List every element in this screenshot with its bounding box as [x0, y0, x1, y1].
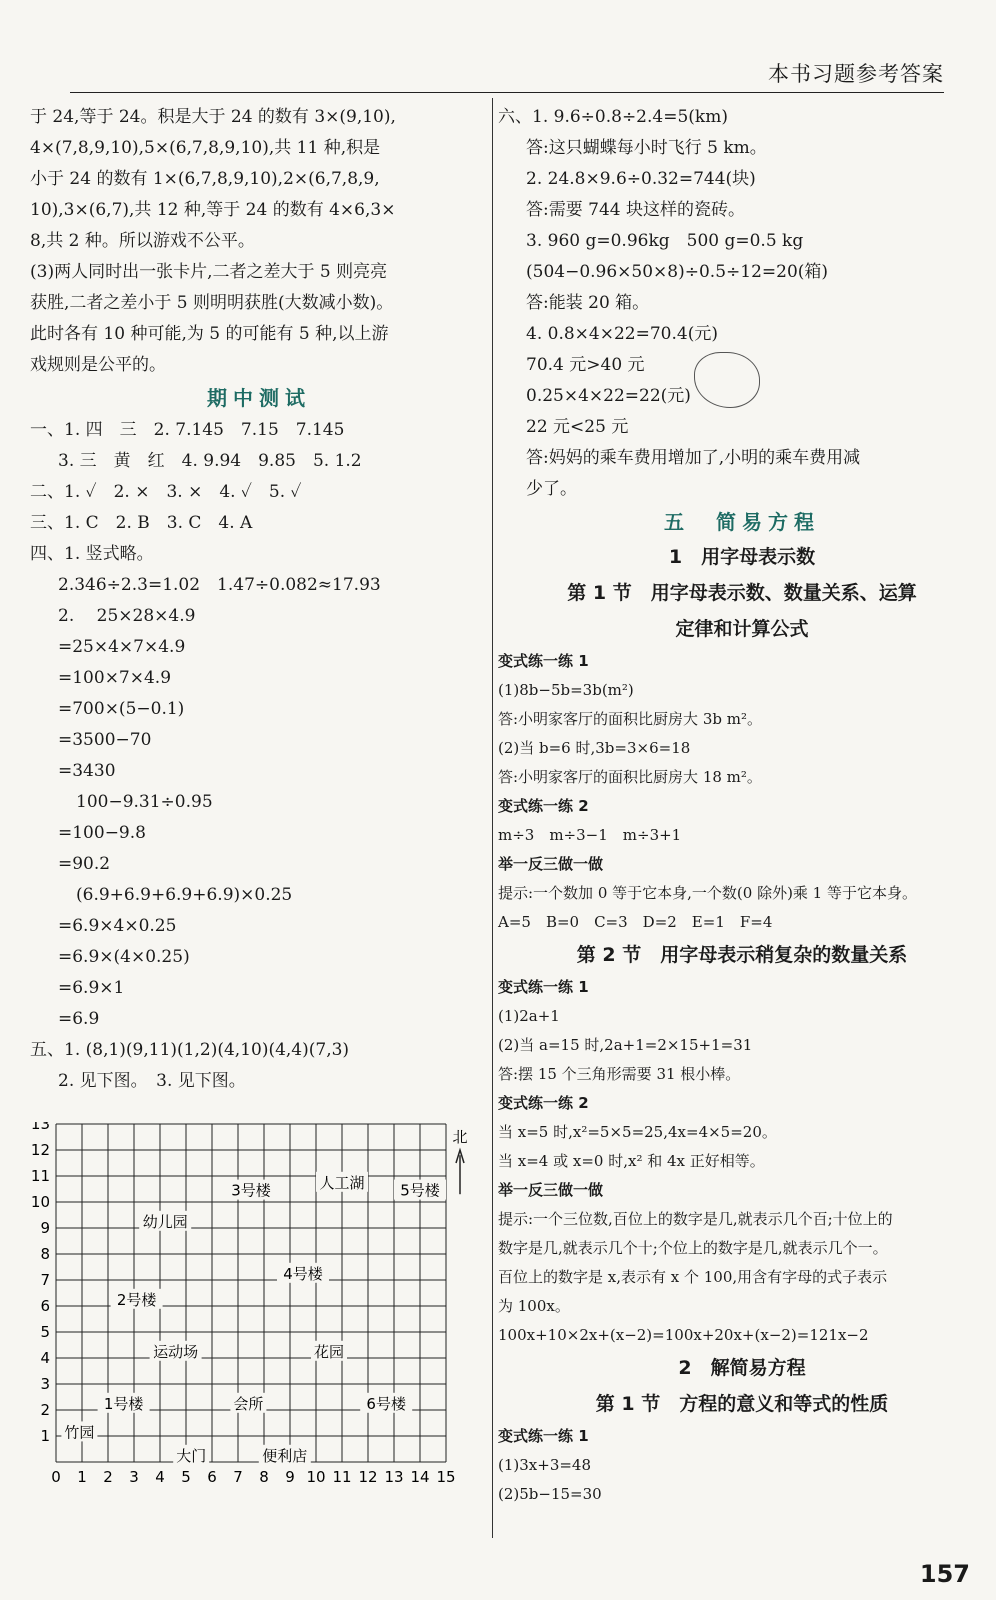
text-line: 4. 0.8×4×22=70.4(元) — [526, 324, 718, 344]
text-line: =3430 — [58, 761, 116, 781]
text-line: 答:这只蝴蝶每小时飞行 5 km。 — [526, 138, 767, 158]
place-label: 大门 — [176, 1446, 207, 1465]
place-label: 6号楼 — [366, 1394, 406, 1413]
text-line: 答:小明家客厅的面积比厨房大 3b m²。 — [498, 710, 762, 728]
text-line: 2. 25×28×4.9 — [58, 606, 196, 626]
place-label: 1号楼 — [103, 1394, 144, 1413]
text-line: =100−9.8 — [58, 823, 146, 843]
text-line: 百位上的数字是 x,表示有 x 个 100,用含有字母的式子表示 — [498, 1268, 888, 1286]
midterm-title: 期中测试 — [207, 386, 311, 410]
text-line: 变式练一练 1 — [498, 1427, 589, 1445]
place-label: 竹园 — [64, 1423, 95, 1442]
text-line: 3. 三 黄 红 4. 9.94 9.85 5. 1.2 — [58, 451, 362, 471]
text-line: 10),3×(6,7),共 12 种,等于 24 的数有 4×6,3× — [30, 200, 396, 220]
text-line: 变式练一练 2 — [498, 797, 589, 815]
place-label: 2号楼 — [116, 1290, 157, 1309]
column-divider — [492, 98, 493, 1538]
x-tick-label: 8 — [259, 1468, 269, 1486]
place-label: 3号楼 — [231, 1181, 271, 1200]
text-line: =700×(5−0.1) — [58, 699, 185, 719]
x-tick-label: 14 — [410, 1468, 430, 1486]
text-line: 六、1. 9.6÷0.8÷2.4=5(km) — [498, 107, 728, 127]
sec3-title: 第 1 节 方程的意义和等式的性质 — [595, 1393, 889, 1415]
y-tick-label: 13 — [30, 1122, 50, 1133]
x-tick-label: 12 — [358, 1468, 378, 1486]
text-line: 答:需要 744 块这样的瓷砖。 — [526, 200, 745, 220]
text-line: =3500−70 — [58, 730, 152, 750]
section-six — [498, 102, 986, 505]
text-line: (504−0.96×50×8)÷0.5÷12=20(箱) — [526, 262, 829, 282]
text-line: (3)两人同时出一张卡片,二者之差大于 5 则亮亮 — [30, 262, 388, 282]
text-line: 数字是几,就表示几个十;个位上的数字是几,就表示几个一。 — [498, 1239, 888, 1257]
place-label: 便利店 — [262, 1446, 308, 1465]
y-tick-label: 10 — [30, 1193, 50, 1211]
x-tick-label: 13 — [384, 1468, 404, 1486]
text-line: 提示:一个三位数,百位上的数字是几,就表示几个百;十位上的 — [498, 1210, 893, 1228]
text-line: 一、1. 四 三 2. 7.145 7.15 7.145 — [30, 420, 345, 440]
text-line: 五、1. (8,1)(9,11)(1,2)(4,10)(4,4)(7,3) — [30, 1040, 350, 1060]
x-tick-label: 11 — [332, 1468, 352, 1486]
x-tick-label: 0 — [51, 1468, 61, 1486]
x-tick-label: 7 — [233, 1468, 243, 1486]
y-tick-label: 6 — [40, 1297, 50, 1315]
text-line: 于 24,等于 24。积是大于 24 的数有 3×(9,10), — [30, 107, 396, 127]
section2-lines — [498, 973, 986, 1350]
place-label: 花园 — [313, 1342, 345, 1361]
chapter-title: 五 简易方程 — [664, 510, 820, 534]
text-line: m÷3 m÷3−1 m÷3+1 — [498, 826, 682, 844]
text-line: 答:小明家客厅的面积比厨房大 18 m²。 — [498, 768, 762, 786]
text-line: =6.9×4×0.25 — [58, 916, 177, 936]
text-line: 举一反三做一做 — [498, 855, 604, 873]
text-line: (1)3x+3=48 — [498, 1456, 592, 1474]
text-line: 变式练一练 2 — [498, 1094, 589, 1112]
text-line: 三、1. C 2. B 3. C 4. A — [30, 513, 253, 533]
text-line: =6.9 — [58, 1009, 100, 1029]
text-line: 22 元<25 元 — [526, 417, 629, 437]
text-line: =6.9×1 — [58, 978, 125, 998]
text-line: 2. 24.8×9.6÷0.32=744(块) — [526, 169, 756, 189]
text-line: 100x+10×2x+(x−2)=100x+20x+(x−2)=121x−2 — [498, 1326, 869, 1344]
north-label: 北 — [452, 1128, 468, 1147]
text-line: 少了。 — [526, 479, 577, 499]
sec1-title-a: 第 1 节 用字母表示数、数量关系、运算 — [567, 582, 917, 604]
text-line: 100−9.31÷0.95 — [76, 792, 213, 812]
text-line: (2)5b−15=30 — [498, 1485, 602, 1503]
page-number: 157 — [919, 1560, 970, 1588]
text-line: A=5 B=0 C=3 D=2 E=1 F=4 — [498, 913, 773, 931]
text-line: (1)8b−5b=3b(m²) — [498, 681, 634, 699]
text-line: 举一反三做一做 — [498, 1181, 604, 1199]
place-label: 5号楼 — [400, 1181, 440, 1200]
text-line: 提示:一个数加 0 等于它本身,一个数(0 除外)乘 1 等于它本身。 — [498, 884, 917, 902]
y-tick-label: 11 — [30, 1167, 50, 1185]
text-line: 3. 960 g=0.96kg 500 g=0.5 kg — [526, 231, 804, 251]
y-tick-label: 7 — [40, 1271, 50, 1289]
text-line: 变式练一练 1 — [498, 652, 589, 670]
text-line: (1)2a+1 — [498, 1007, 560, 1025]
coordinate-grid — [30, 1122, 470, 1506]
text-line: 获胜,二者之差小于 5 则明明获胜(大数减小数)。 — [30, 293, 394, 313]
text-line: (6.9+6.9+6.9+6.9)×0.25 — [76, 885, 293, 905]
x-tick-label: 4 — [155, 1468, 165, 1486]
grid-svg — [30, 1122, 470, 1502]
section3-lines — [498, 1422, 986, 1509]
midterm-answers — [30, 415, 488, 1097]
left-column — [30, 102, 488, 1097]
text-line: =100×7×4.9 — [58, 668, 172, 688]
right-column — [498, 102, 986, 1509]
text-line: 小于 24 的数有 1×(6,7,8,9,10),2×(6,7,8,9, — [30, 169, 380, 189]
text-line: 答:妈妈的乘车费用增加了,小明的乘车费用减 — [526, 448, 861, 468]
text-line: 四、1. 竖式略。 — [30, 544, 154, 564]
text-line: 当 x=4 或 x=0 时,x² 和 4x 正好相等。 — [498, 1152, 765, 1170]
x-tick-label: 9 — [285, 1468, 295, 1486]
y-tick-label: 3 — [40, 1375, 50, 1393]
text-line: 戏规则是公平的。 — [30, 355, 166, 375]
text-line: 70.4 元>40 元 — [526, 355, 645, 375]
header-rule — [70, 92, 944, 93]
text-line: 答:摆 15 个三角形需要 31 根小棒。 — [498, 1065, 741, 1083]
y-tick-label: 12 — [30, 1141, 50, 1159]
sec2-title: 第 2 节 用字母表示稍复杂的数量关系 — [576, 944, 908, 966]
text-line: 为 100x。 — [498, 1297, 570, 1315]
y-tick-label: 4 — [40, 1349, 50, 1367]
text-line: (2)当 b=6 时,3b=3×6=18 — [498, 739, 691, 757]
sec1-title-b: 定律和计算公式 — [675, 618, 809, 640]
unit1-title: 1 用字母表示数 — [668, 546, 816, 568]
place-label: 人工湖 — [319, 1173, 365, 1192]
place-label: 会所 — [233, 1394, 264, 1413]
text-line: 2. 见下图。 3. 见下图。 — [58, 1071, 246, 1091]
unit2-title: 2 解简易方程 — [678, 1357, 806, 1379]
text-line: 此时各有 10 种可能,为 5 的可能有 5 种,以上游 — [30, 324, 389, 344]
x-tick-label: 15 — [436, 1468, 456, 1486]
place-label: 运动场 — [153, 1342, 199, 1361]
text-line: (2)当 a=15 时,2a+1=2×15+1=31 — [498, 1036, 753, 1054]
y-tick-label: 5 — [40, 1323, 50, 1341]
text-line: 4×(7,8,9,10),5×(6,7,8,9,10),共 11 种,积是 — [30, 138, 381, 158]
text-line: =25×4×7×4.9 — [58, 637, 186, 657]
x-tick-label: 10 — [306, 1468, 326, 1486]
text-line: 二、1. ✓ 2. × 3. × 4. ✓ 5. ✓ — [30, 482, 302, 502]
section1-lines — [498, 647, 986, 937]
left-text-block — [30, 102, 488, 381]
y-tick-label: 2 — [40, 1401, 50, 1419]
text-line: =90.2 — [58, 854, 111, 874]
text-line: 8,共 2 种。所以游戏不公平。 — [30, 231, 255, 251]
text-line: 变式练一练 1 — [498, 978, 589, 996]
text-line: =6.9×(4×0.25) — [58, 947, 190, 967]
x-tick-label: 6 — [207, 1468, 217, 1486]
x-tick-label: 3 — [129, 1468, 139, 1486]
page-header-title: 本书习题参考答案 — [768, 62, 944, 86]
text-line: 2.346÷2.3=1.02 1.47÷0.082≈17.93 — [58, 575, 381, 595]
text-line: 当 x=5 时,x²=5×5=25,4x=4×5=20。 — [498, 1123, 777, 1141]
x-tick-label: 2 — [103, 1468, 113, 1486]
x-tick-label: 5 — [181, 1468, 191, 1486]
text-line: 0.25×4×22=22(元) — [526, 386, 691, 406]
y-tick-label: 8 — [40, 1245, 50, 1263]
text-line: 答:能装 20 箱。 — [526, 293, 650, 313]
x-tick-label: 1 — [77, 1468, 87, 1486]
place-label: 4号楼 — [283, 1264, 323, 1283]
y-tick-label: 1 — [40, 1427, 50, 1445]
y-tick-label: 9 — [40, 1219, 50, 1237]
place-label: 幼儿园 — [142, 1212, 188, 1231]
